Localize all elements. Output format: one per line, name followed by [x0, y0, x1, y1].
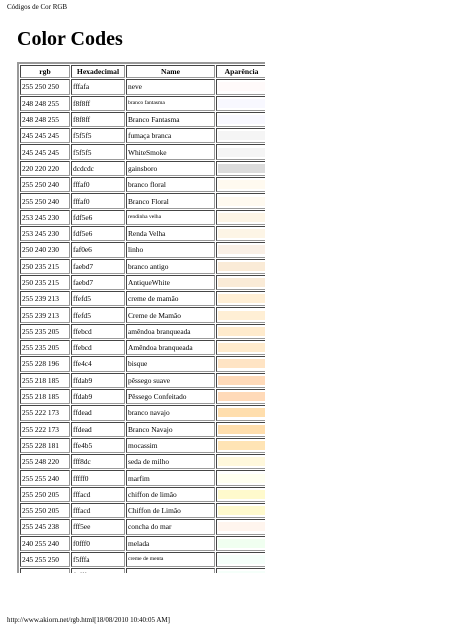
cell-appearance [216, 470, 265, 485]
cell-rgb: 255 239 213 [20, 291, 70, 306]
cell-name: creme de menta [126, 552, 215, 567]
color-swatch [218, 311, 265, 320]
cell-appearance [216, 242, 265, 257]
cell-hex: ffebcd [71, 324, 125, 339]
cell-rgb: 250 235 215 [20, 275, 70, 290]
color-swatch [218, 490, 265, 499]
cell-appearance [216, 536, 265, 551]
cell-rgb: 255 228 181 [20, 438, 70, 453]
cell-name: branco fantasma [126, 96, 215, 111]
color-swatch [218, 408, 265, 417]
cell-name: pêssego suave [126, 373, 215, 388]
cell-appearance [216, 568, 265, 573]
color-swatch [218, 555, 265, 564]
cell-rgb: 255 250 205 [20, 503, 70, 518]
cell-rgb: 220 220 220 [20, 161, 70, 176]
table-row [20, 79, 265, 94]
color-swatch [218, 131, 265, 140]
cell-appearance [216, 454, 265, 469]
color-swatch [218, 343, 265, 352]
color-codes-table [17, 62, 265, 573]
color-swatch [218, 148, 265, 157]
cell-hex: dcdcdc [71, 161, 125, 176]
cell-appearance [216, 259, 265, 274]
cell-rgb: 255 250 240 [20, 177, 70, 192]
cell-rgb: 255 239 213 [20, 307, 70, 322]
table-row [20, 161, 265, 176]
cell-hex: fffafa [71, 79, 125, 94]
table-row [20, 112, 265, 127]
cell-rgb: 255 250 240 [20, 193, 70, 208]
cell-rgb: 255 222 173 [20, 405, 70, 420]
table-row [20, 177, 265, 192]
table-row [20, 340, 265, 355]
color-swatch [218, 197, 265, 206]
color-swatch [218, 392, 265, 401]
cell-rgb: 255 245 238 [20, 519, 70, 534]
cell-appearance [216, 112, 265, 127]
cell-appearance [216, 422, 265, 437]
cell-name: Branco Fantasma [126, 112, 215, 127]
table-row [20, 454, 265, 469]
table-row [20, 242, 265, 257]
cell-appearance [216, 307, 265, 322]
cell-name: concha do mar [126, 519, 215, 534]
color-swatch [218, 164, 265, 173]
cell-hex: fffaf0 [71, 193, 125, 208]
color-swatch [218, 457, 265, 466]
cell-hex: fffacd [71, 487, 125, 502]
table-row [20, 503, 265, 518]
cell-name: gainsboro [126, 161, 215, 176]
cell-appearance [216, 503, 265, 518]
cell-hex: f8f8ff [71, 112, 125, 127]
color-swatch [218, 359, 265, 368]
cell-hex: fff5ee [71, 519, 125, 534]
color-swatch [218, 376, 265, 385]
cell-hex: fdf5e6 [71, 226, 125, 241]
cell-rgb: 248 248 255 [20, 96, 70, 111]
cell-appearance [216, 96, 265, 111]
color-swatch [218, 180, 265, 189]
cell-appearance [216, 226, 265, 241]
table-row [20, 259, 265, 274]
column-header-appearance: Aparência [216, 65, 265, 78]
color-swatch [218, 474, 265, 483]
cell-name: rendinha velha [126, 210, 215, 225]
color-swatch [218, 115, 265, 124]
cell-name: mocassim [126, 438, 215, 453]
table-row [20, 405, 265, 420]
cell-hex: faebd7 [71, 275, 125, 290]
cell-hex: ffefd5 [71, 291, 125, 306]
cell-name: chiffon de limão [126, 487, 215, 502]
cell-rgb: 255 218 185 [20, 373, 70, 388]
cell-appearance [216, 161, 265, 176]
cell-rgb: 255 228 196 [20, 356, 70, 371]
cell-name: Chiffon de Limão [126, 503, 215, 518]
cell-appearance [216, 438, 265, 453]
cell-hex: f0fff0 [71, 536, 125, 551]
cell-hex: ffe4c4 [71, 356, 125, 371]
cell-rgb: 255 250 205 [20, 487, 70, 502]
color-swatch [218, 262, 265, 271]
cell-appearance [216, 389, 265, 404]
cell-appearance [216, 552, 265, 567]
cell-name: WhiteSmoke [126, 144, 215, 159]
color-swatch [218, 278, 265, 287]
cell-name: marfim [126, 470, 215, 485]
cell-rgb: 248 248 255 [20, 112, 70, 127]
cell-rgb: 245 245 245 [20, 144, 70, 159]
cell-name [126, 568, 215, 573]
table-row [20, 470, 265, 485]
cell-hex: ffdead [71, 422, 125, 437]
cell-rgb: 250 235 215 [20, 259, 70, 274]
table-row [20, 144, 265, 159]
color-swatch [218, 441, 265, 450]
page-title: Color Codes [17, 28, 123, 50]
table-row [20, 226, 265, 241]
column-header-hexadecimal: Hexadecimal [71, 65, 125, 78]
table-row [20, 307, 265, 322]
color-swatch [218, 506, 265, 515]
color-swatch [218, 213, 265, 222]
cell-hex: fffaf0 [71, 177, 125, 192]
cell-rgb: 253 245 230 [20, 210, 70, 225]
cell-hex: f5f5f5 [71, 128, 125, 143]
cell-appearance [216, 177, 265, 192]
table-row [20, 568, 265, 573]
color-swatch [218, 229, 265, 238]
cell-appearance [216, 356, 265, 371]
cell-rgb: 255 250 250 [20, 79, 70, 94]
cell-appearance [216, 193, 265, 208]
cell-hex: f5fffa [71, 552, 125, 567]
cell-rgb [20, 568, 70, 573]
table-row [20, 275, 265, 290]
table-row [20, 291, 265, 306]
cell-appearance [216, 128, 265, 143]
cell-rgb: 245 255 250 [20, 552, 70, 567]
cell-hex: f8f8ff [71, 96, 125, 111]
cell-appearance [216, 275, 265, 290]
color-swatch [218, 99, 265, 108]
color-swatch [218, 327, 265, 336]
color-swatch [218, 571, 265, 573]
cell-hex: ffdab9 [71, 389, 125, 404]
cell-hex: fffacd [71, 503, 125, 518]
table-row [20, 422, 265, 437]
cell-appearance [216, 487, 265, 502]
cell-rgb: 255 235 205 [20, 340, 70, 355]
table-row [20, 356, 265, 371]
color-swatch [218, 294, 265, 303]
cell-name: seda de milho [126, 454, 215, 469]
cell-appearance [216, 79, 265, 94]
cell-hex: fff8dc [71, 454, 125, 469]
table-row [20, 487, 265, 502]
column-header-rgb: rgb [20, 65, 70, 78]
cell-name: AntiqueWhite [126, 275, 215, 290]
cell-name: Branco Floral [126, 193, 215, 208]
cell-rgb: 255 222 173 [20, 422, 70, 437]
cell-rgb: 255 248 220 [20, 454, 70, 469]
cell-hex: ffdead [71, 405, 125, 420]
table-header-row [20, 65, 265, 78]
cell-name: amêndoa branqueada [126, 324, 215, 339]
cell-rgb: 255 235 205 [20, 324, 70, 339]
cell-name: branco navajo [126, 405, 215, 420]
cell-hex: fffff0 [71, 470, 125, 485]
cell-appearance [216, 210, 265, 225]
table-row [20, 438, 265, 453]
cell-name: Branco Navajo [126, 422, 215, 437]
color-swatch [218, 82, 265, 91]
cell-rgb: 240 255 240 [20, 536, 70, 551]
cell-name: neve [126, 79, 215, 94]
cell-appearance [216, 405, 265, 420]
cell-name: Renda Velha [126, 226, 215, 241]
color-swatch [218, 425, 265, 434]
cell-appearance [216, 291, 265, 306]
cell-name: Amêndoa branqueada [126, 340, 215, 355]
cell-rgb: 255 218 185 [20, 389, 70, 404]
cell-rgb: 255 255 240 [20, 470, 70, 485]
table-row [20, 519, 265, 534]
cell-name: Pêssego Confeitado [126, 389, 215, 404]
color-swatch [218, 245, 265, 254]
cell-hex: ffebcd [71, 340, 125, 355]
cell-hex: faebd7 [71, 259, 125, 274]
column-header-name: Name [126, 65, 215, 78]
table-row [20, 193, 265, 208]
cell-hex: faf0e6 [71, 242, 125, 257]
cell-rgb: 250 240 230 [20, 242, 70, 257]
document-footer-url: http://www.akiorn.net/rgb.html[18/08/2010 10:40:05 AM] [7, 616, 170, 624]
cell-hex: f5f5f5 [71, 144, 125, 159]
cell-name: branco antigo [126, 259, 215, 274]
cell-hex: ffefd5 [71, 307, 125, 322]
color-swatch [218, 522, 265, 531]
table-row [20, 536, 265, 551]
cell-rgb: 245 245 245 [20, 128, 70, 143]
cell-name: linho [126, 242, 215, 257]
table-row [20, 128, 265, 143]
cell-hex: ffdab9 [71, 373, 125, 388]
cell-name: creme de mamão [126, 291, 215, 306]
cell-name: melada [126, 536, 215, 551]
cell-name: Creme de Mamão [126, 307, 215, 322]
table-row [20, 389, 265, 404]
cell-hex: ffe4b5 [71, 438, 125, 453]
cell-appearance [216, 324, 265, 339]
table-row [20, 96, 265, 111]
table-row [20, 373, 265, 388]
cell-name: fumaça branca [126, 128, 215, 143]
table-row [20, 324, 265, 339]
cell-name: branco floral [126, 177, 215, 192]
table-row [20, 210, 265, 225]
table-container [17, 62, 265, 573]
cell-name: bisque [126, 356, 215, 371]
color-swatch [218, 539, 265, 548]
table-row [20, 552, 265, 567]
cell-appearance [216, 519, 265, 534]
cell-appearance [216, 373, 265, 388]
cell-hex: fdf5e6 [71, 210, 125, 225]
cell-rgb: 253 245 230 [20, 226, 70, 241]
cell-hex [71, 568, 125, 573]
cell-appearance [216, 340, 265, 355]
cell-appearance [216, 144, 265, 159]
document-header: Códigos de Cor RGB [7, 3, 68, 11]
